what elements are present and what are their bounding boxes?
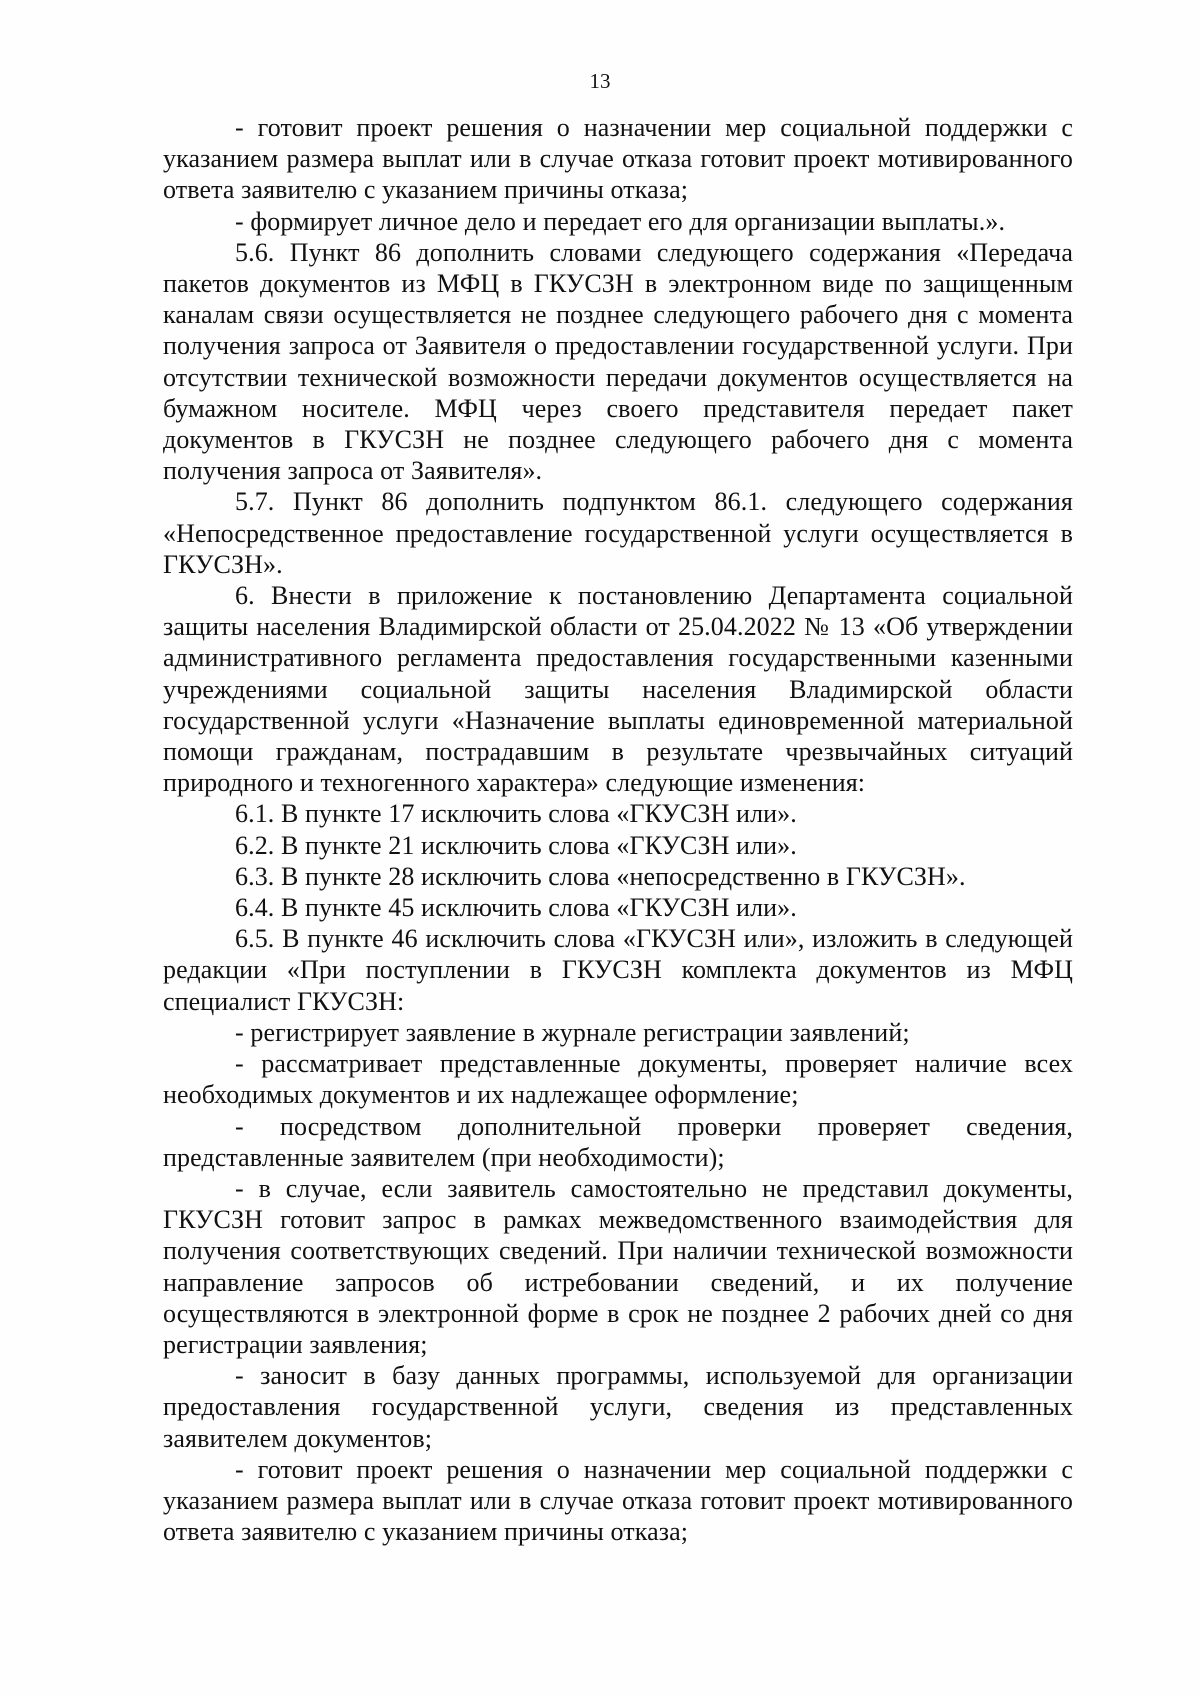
paragraph-6-2: 6.2. В пункте 21 исключить слова «ГКУСЗН или».: [235, 830, 797, 860]
paragraph-dash-register-application: - регистрирует заявление в журнале регистрации заявлений;: [235, 1017, 910, 1047]
paragraph-6-3: 6.3. В пункте 28 исключить слова «непосредственно в ГКУСЗН».: [235, 861, 966, 891]
paragraph-dash-form-personal-file: - формирует личное дело и передает его для организации выплаты.».: [235, 206, 1006, 236]
page-number: 13: [589, 69, 611, 93]
paragraph-dash-interagency-request: - в случае, если заявитель самостоятельно не представил документы, ГКУСЗН готовит запрос в рамках межведомственного взаимодействия для получения соответствующих сведений. При наличии технической возможности направление запросов об истребовании сведений, и их получение осуществляются в электронной форме в срок не позднее 2 рабочих дней со дня регистрации заявления;: [163, 1173, 1073, 1359]
paragraph-5-7: 5.7. Пункт 86 дополнить подпунктом 86.1. следующего содержания «Непосредственное предоставление государственной услуги осуществляется в ГКУСЗН».: [163, 487, 1073, 579]
paragraph-dash-prepare-decision: - готовит проект решения о назначении мер социальной поддержки с указанием размера выплат или в случае отказа готовит проект мотивированного ответа заявителю с указанием причины отказа;: [163, 113, 1073, 205]
paragraph-6-1: 6.1. В пункте 17 исключить слова «ГКУСЗН или».: [235, 799, 797, 829]
paragraph-6-5: 6.5. В пункте 46 исключить слова «ГКУСЗН или», изложить в следующей редакции «При поступлении в ГКУСЗН комплекта документов из МФЦ специалист ГКУСЗН:: [163, 924, 1073, 1016]
paragraph-6: 6. Внести в приложение к постановлению Департамента социальной защиты населения Владимирской области от 25.04.2022 № 13 «Об утверждении административного регламента предоставления государственными казенными учреждениями социальной защиты населения Владимирской области государственной услуги «Назначение выплаты единовременной материальной помощи гражданам, пострадавшим в результате чрезвычайных ситуаций природного и техногенного характера» следующие изменения:: [163, 581, 1073, 798]
paragraph-5-6: 5.6. Пункт 86 дополнить словами следующего содержания «Передача пакетов документов из МФЦ в ГКУСЗН в электронном виде по защищенным каналам связи осуществляется не позднее следующего рабочего дня с момента получения запроса от Заявителя о предоставлении государственной услуги. При отсутствии технической возможности передачи документов осуществляется на бумажном носителе. МФЦ через своего представителя передает пакет документов в ГКУСЗН не позднее следующего рабочего дня с момента получения запроса от Заявителя».: [163, 237, 1073, 486]
paragraph-dash-review-documents: - рассматривает представленные документы, проверяет наличие всех необходимых документов и их надлежащее оформление;: [163, 1049, 1073, 1110]
paragraph-dash-enter-database: - заносит в базу данных программы, используемой для организации предоставления государственной услуги, сведения из представленных заявителем документов;: [163, 1361, 1073, 1453]
document-body: [163, 112, 1073, 1547]
paragraph-dash-prepare-decision-final: - готовит проект решения о назначении мер социальной поддержки с указанием размера выплат или в случае отказа готовит проект мотивированного ответа заявителю с указанием причины отказа;: [163, 1454, 1073, 1547]
paragraph-dash-additional-check: - посредством дополнительной проверки проверяет сведения, представленные заявителем (при необходимости);: [163, 1111, 1073, 1172]
paragraph-6-4: 6.4. В пункте 45 исключить слова «ГКУСЗН или».: [235, 893, 797, 923]
